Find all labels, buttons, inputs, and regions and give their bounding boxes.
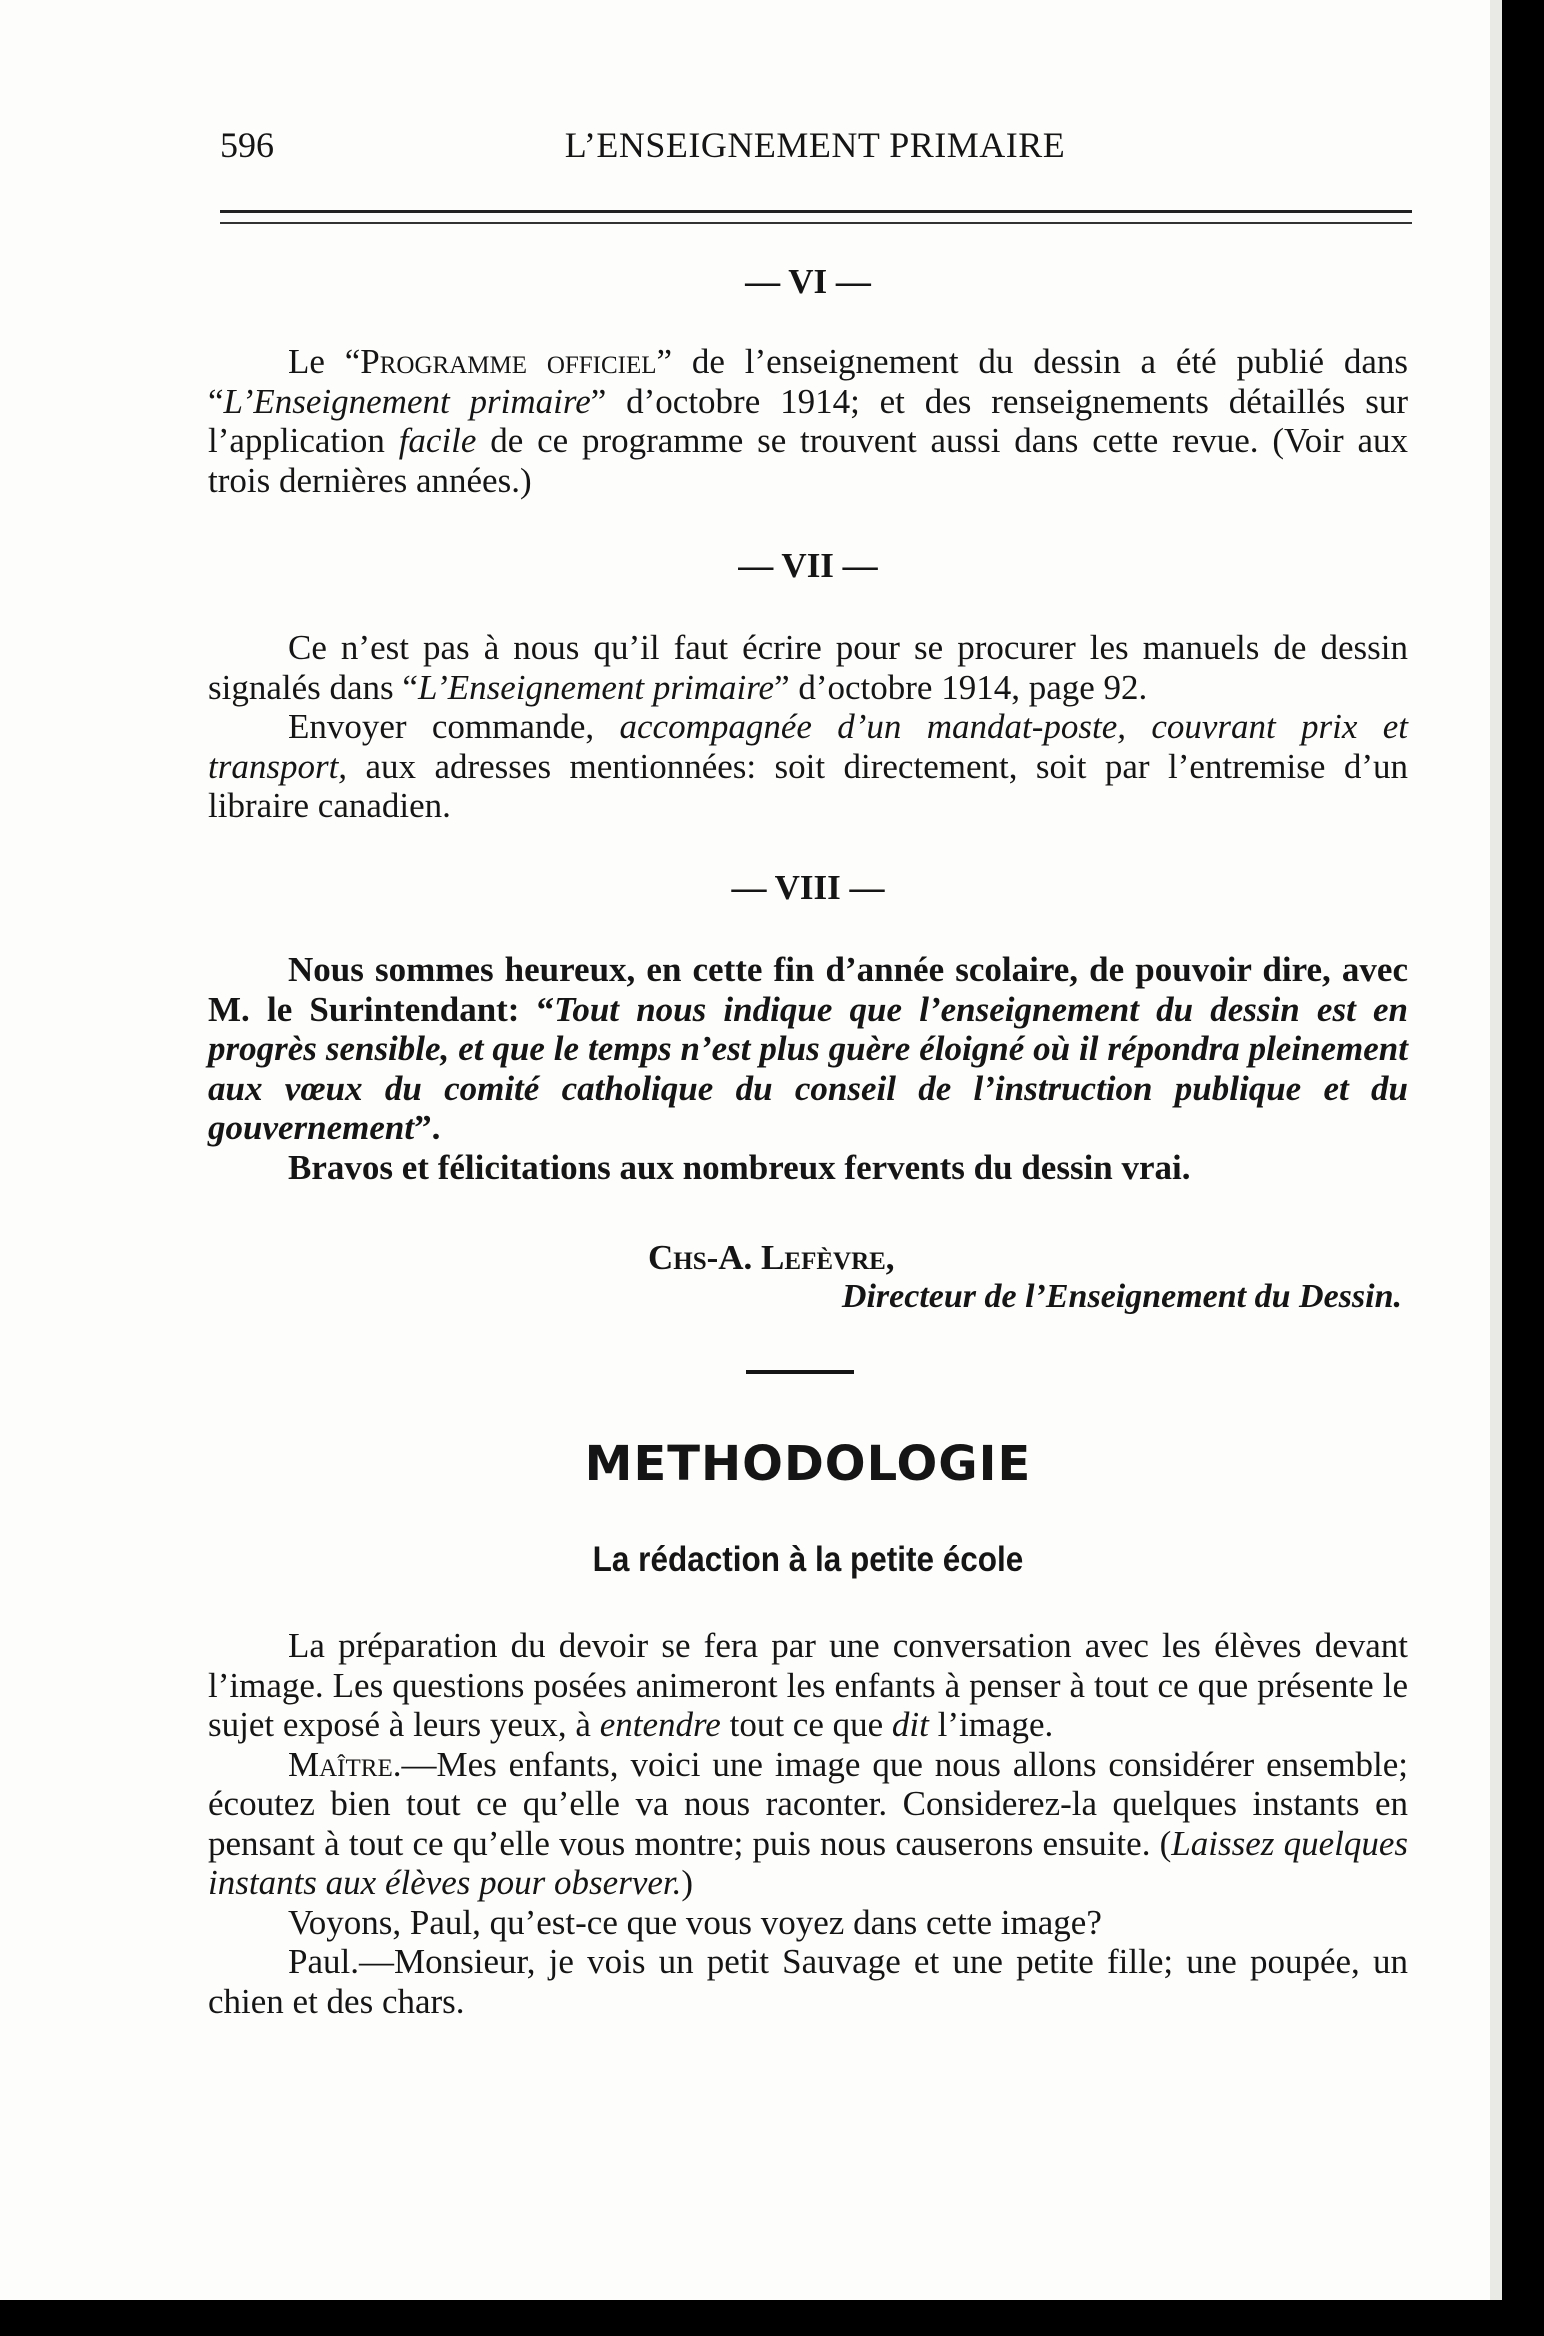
paragraph: Paul.—Monsieur, je vois un petit Sauvage et une petite fille; une poupée, un chien et des chars.: [208, 1942, 1408, 2021]
paragraph: Ce n’est pas à nous qu’il faut écrire pour se procurer les manuels de dessin signalés dans “L’Enseignement primaire” d’octobre 1914, page 92.: [208, 628, 1408, 707]
article-body: [208, 1626, 1408, 2021]
paragraph: Maître.—Mes enfants, voici une image que nous allons considérer ensemble; écoutez bien tout ce qu’elle va nous raconter. Considerez-la quelques instants en pensant à tout ce qu’elle vous montre; puis nous causerons ensuite. (Laissez quelques instants aux élèves pour observer.): [208, 1744, 1408, 1902]
page-header: [220, 124, 1410, 168]
running-title: L’ENSEIGNEMENT PRIMAIRE: [564, 125, 1066, 165]
header-rule: [220, 210, 1412, 224]
article-subtitle: La rédaction à la petite école: [592, 1540, 1024, 1579]
paragraph: Envoyer commande, accompagnée d’un mandat-poste, couvrant prix et transport, aux adresses mentionnées: soit directement, soit par l’entremise d’un libraire canadien.: [208, 707, 1408, 825]
section-heading-vi: — VI —: [745, 262, 871, 301]
paragraph: Bravos et félicitations aux nombreux fervents du dessin vrai.: [288, 1147, 1191, 1187]
page-edge: [1490, 0, 1502, 2300]
section-viii-text: [208, 950, 1408, 1187]
paragraph: La préparation du devoir se fera par une conversation avec les élèves devant l’image. Les questions posées animeront les enfants à penser à tout ce que présente le sujet exposé à leurs yeux, à entendre tout ce que dit l’image.: [208, 1626, 1408, 1744]
article-title: METHODOLOGIE: [584, 1436, 1032, 1492]
paragraph: Le “Programme officiel” de l’enseignement du dessin a été publié dans “L’Enseignement primaire” d’octobre 1914; et des renseignements détaillés sur l’application facile de ce programme se trouvent aussi dans cette revue. (Voir aux trois dernières années.): [208, 342, 1408, 500]
signature-name: Chs-A. Lefèvre,: [648, 1238, 895, 1277]
section-vii-text: [208, 628, 1408, 826]
paragraph: Nous sommes heureux, en cette fin d’année scolaire, de pouvoir dire, avec M. le Surintendant: “Tout nous indique que l’enseignement du dessin est en progrès sensible, et que le temps n’est plus guère éloigné où il répondra pleinement aux vœux du comité catholique du conseil de l’instruction publique et du gouvernement”.: [208, 950, 1408, 1147]
section-heading-vii: — VII —: [738, 546, 878, 585]
signature-title: Directeur de l’Enseignement du Dessin.: [841, 1278, 1402, 1315]
paragraph: Voyons, Paul, qu’est-ce que vous voyez dans cette image?: [288, 1902, 1102, 1942]
page-number: 596: [220, 125, 274, 165]
section-heading-viii: — VIII —: [731, 868, 885, 907]
section-vi-text: [208, 342, 1408, 500]
section-divider: [746, 1370, 854, 1374]
